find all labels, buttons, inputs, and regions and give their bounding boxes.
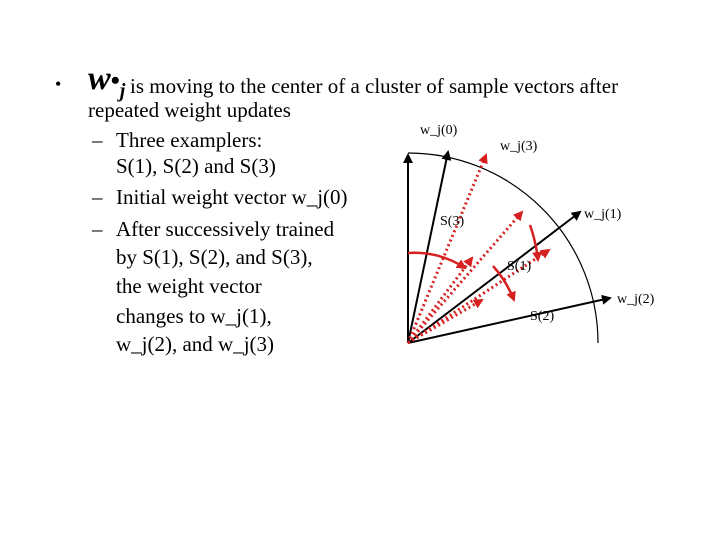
subitem-3-line-3: the weight vector [116, 274, 262, 298]
sub-bullet-dash: – [92, 185, 103, 209]
subitem-1-line-2: S(1), S(2) and S(3) [116, 154, 276, 178]
subitem-2-line-1: Initial weight vector w_j(0) [116, 185, 348, 209]
dotted-vector [408, 155, 486, 343]
subitem-3-line-1: After successively trained [116, 217, 335, 241]
label-s3: S(3) [440, 214, 465, 229]
bullet-marker: • [55, 74, 62, 94]
label-s2: S(2) [530, 309, 555, 324]
sub-bullet-dash: – [92, 217, 103, 241]
label-w1: w_j(1) [584, 207, 622, 222]
subitem-3-line-2: by S(1), S(2), and S(3), [116, 245, 313, 269]
dotted-vector [408, 300, 482, 343]
subitem-3-line-4: changes to w_j(1), [116, 304, 272, 328]
update-arc [530, 225, 538, 260]
bullet-line-2: repeated weight updates [88, 98, 291, 122]
subitem-3-line-5: w_j(2), and w_j(3) [116, 332, 275, 356]
sub-bullet-dash: – [92, 128, 103, 152]
subitem-1-line-1: Three examplers: [116, 128, 263, 152]
vector-w3 [408, 152, 448, 343]
label-s1: S(1) [507, 259, 532, 274]
bullet-line-1: is moving to the center of a cluster of sample vectors after [130, 74, 619, 98]
update-arc [408, 253, 465, 268]
label-w3: w_j(3) [500, 139, 538, 154]
weight-vector-symbol: $w•_j$ [88, 60, 126, 102]
label-w2: w_j(2) [617, 292, 655, 307]
outer-arc [408, 153, 598, 343]
label-w0: w_j(0) [420, 123, 458, 138]
